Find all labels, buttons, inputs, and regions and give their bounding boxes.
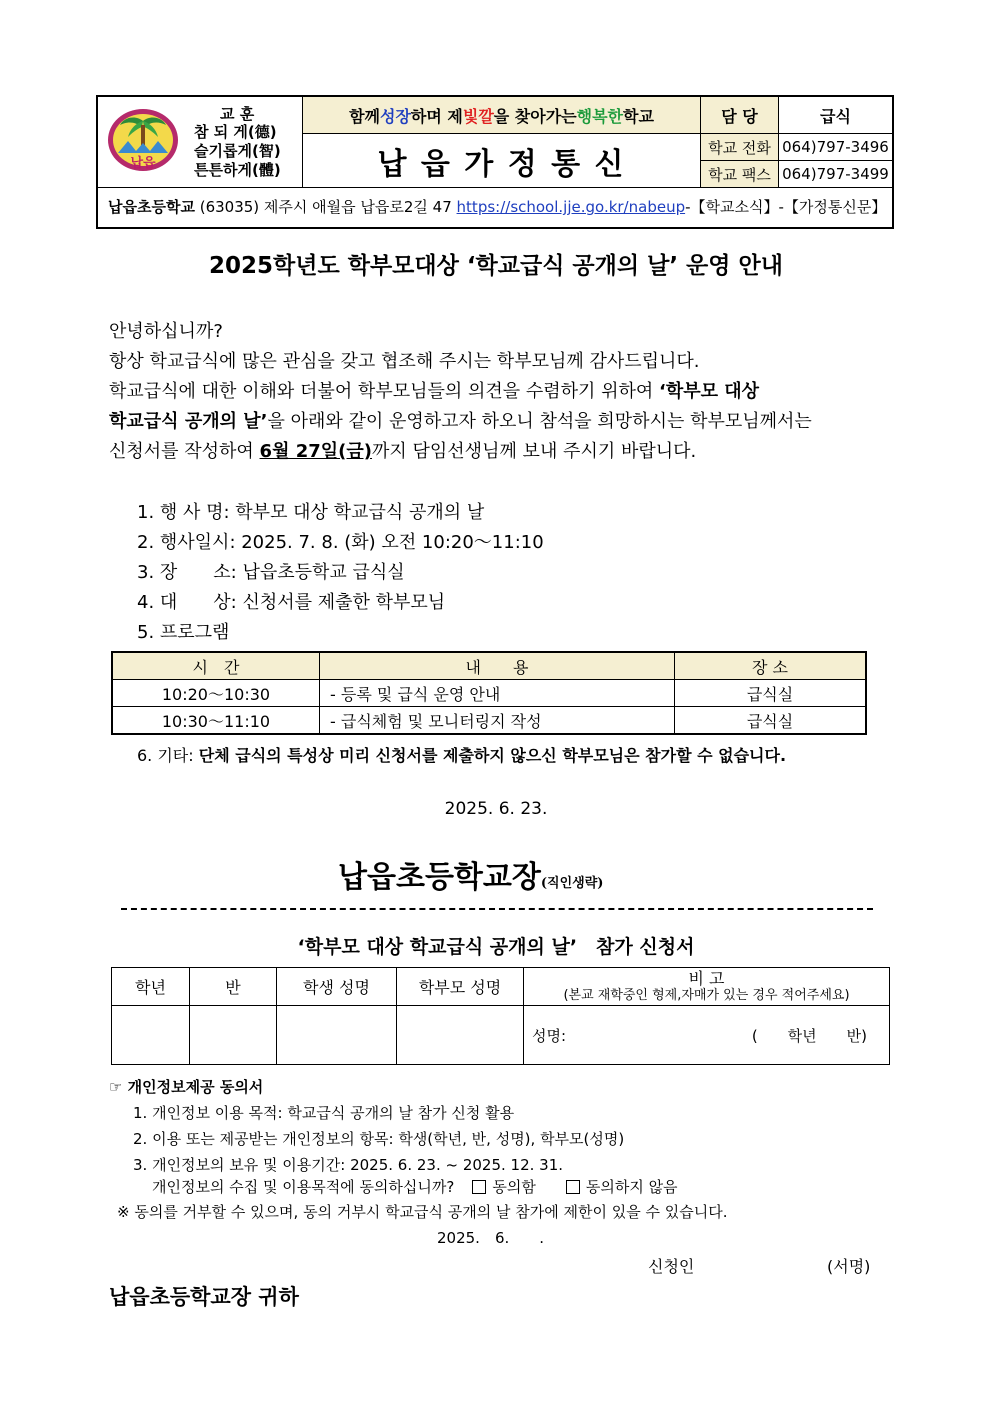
header-grade: 학년 [112, 968, 190, 1006]
phone-value: 064)797-3496 [778, 134, 892, 161]
notice-date: 2025. 6. 23. [444, 799, 548, 819]
signature-field[interactable]: (서명) [827, 1257, 871, 1276]
header-time: 시 간 [112, 652, 320, 680]
newsletter-title: 납 읍 가 정 통 신 [302, 134, 700, 187]
cut-line [121, 908, 873, 910]
remark-name-label: 성명: [532, 1026, 567, 1045]
etc-note [137, 743, 786, 766]
table-header-row [112, 652, 866, 680]
header-remark [524, 968, 890, 1006]
school-logo [106, 107, 180, 173]
parent-name-input[interactable] [397, 1006, 524, 1065]
slogan-text: 하며 제 [410, 106, 463, 126]
body-line: 항상 학교급식에 많은 관심을 갖고 협조해 주시는 학부모님께 감사드립니다. [109, 351, 700, 372]
table-row [112, 707, 866, 735]
class-input[interactable] [190, 1006, 277, 1065]
table-row [112, 1006, 890, 1065]
disagree-label: 동의하지 않음 [585, 1178, 678, 1196]
address-school: 납읍초등학교 [108, 198, 195, 216]
body-line [109, 377, 889, 407]
slogan-growth: 성장 [379, 106, 411, 126]
program-table [111, 651, 867, 735]
deadline: 6월 27일(금) [259, 441, 373, 462]
consent-item: 3. 개인정보의 보유 및 이용기간: 2025. 6. 23. ~ 2025. 12. 31. [133, 1156, 564, 1174]
remark-subtitle: (본교 재학중인 형제,자매가 있는 경우 적어주세요) [563, 987, 850, 1003]
etc-text: 단체 급식의 특성상 미리 신청서를 제출하지 않으신 학부모님은 참가할 수 없습니다. [198, 746, 787, 765]
svg-text:납읍: 납읍 [130, 156, 156, 171]
header-class: 반 [190, 968, 277, 1006]
slogan-happy: 행복한 [576, 106, 624, 126]
remark-title: 비 고 [688, 968, 725, 988]
motto-line: 참 되 게(德) [194, 123, 277, 141]
agree-label: 동의함 [492, 1178, 536, 1196]
row-time: 10:20～10:30 [112, 680, 320, 707]
table-row [112, 680, 866, 707]
row-place: 급식실 [675, 680, 867, 707]
address-suffix: -【학교소식】-【가정통신문】 [685, 198, 887, 216]
event-datetime: 2. 행사일시: 2025. 7. 8. (화) 오전 10:20～11:10 [137, 532, 544, 553]
body-text: 까지 담임선생님께 보내 주시기 바랍니다. [372, 441, 697, 462]
phone-label: 학교 전화 [700, 134, 778, 161]
greeting: 안녕하십니까? [109, 321, 223, 342]
row-content: - 등록 및 급식 운영 안내 [320, 680, 675, 707]
motto-label: 교 훈 [220, 105, 255, 123]
consent-question: 개인정보의 수집 및 이용목적에 동의하십니까? [152, 1178, 455, 1196]
fax-label: 학교 팩스 [700, 161, 778, 187]
header-content: 내 용 [320, 652, 675, 680]
slogan-text: 함께 [349, 106, 380, 126]
motto-line: 튼튼하게(體) [194, 161, 281, 179]
seal-note: (직인생략) [540, 876, 604, 891]
body-line [109, 407, 889, 437]
principal-signature [338, 852, 603, 896]
applicant-label: 신청인 [648, 1257, 695, 1276]
event-target: 4. 대 상: 신청서를 제출한 학부모님 [137, 592, 446, 613]
body-emphasis: ‘학부모 대상 [659, 381, 760, 402]
event-place: 3. 장 소: 납읍초등학교 급식실 [137, 562, 405, 583]
event-program-label: 5. 프로그램 [137, 622, 230, 643]
body-text: 학교급식에 대한 이해와 더불어 학부모님들의 의견을 수렴하기 위하여 [109, 381, 660, 402]
duty-value: 급식 [778, 97, 892, 134]
consent-items [133, 1100, 624, 1178]
motto-lines [194, 123, 281, 180]
event-details [137, 498, 544, 648]
row-place: 급식실 [675, 707, 867, 735]
student-name-input[interactable] [277, 1006, 397, 1065]
body-text: 을 아래와 같이 운영하고자 하오니 참석을 희망하시는 학부모님께서는 [267, 411, 812, 432]
disagree-checkbox[interactable] [566, 1180, 580, 1194]
consent-item: 1. 개인정보 이용 목적: 학교급식 공개의 날 참가 신청 활용 [133, 1104, 515, 1122]
consent-note: ※ 동의를 거부할 수 있으며, 동의 거부시 학교급식 공개의 날 참가에 제한이 있을 수 있습니다. [117, 1203, 728, 1221]
header-parent-name: 학부모 성명 [397, 968, 524, 1006]
address-bar [98, 187, 892, 227]
body-emphasis: 학교급식 공개의 날’ [109, 411, 268, 432]
addressee: 납읍초등학교장 귀하 [109, 1285, 299, 1309]
header-place: 장 소 [675, 652, 867, 680]
event-name: 1. 행 사 명: 학부모 대상 학교급식 공개의 날 [137, 502, 485, 523]
motto-block [98, 97, 302, 187]
consent-item: 2. 이용 또는 제공받는 개인정보의 항목: 학생(학년, 반, 성명), 학부모(성명) [133, 1130, 625, 1148]
etc-label: 6. 기타: [137, 746, 199, 765]
body-line [109, 437, 889, 467]
principal-name: 납읍초등학교장 [338, 860, 541, 895]
consent-question-row [152, 1176, 678, 1197]
row-content: - 급식체험 및 모니터링지 작성 [320, 707, 675, 735]
slogan-color: 빛깔 [462, 106, 494, 126]
grade-input[interactable] [112, 1006, 190, 1065]
newsletter-header [96, 95, 894, 229]
address-text: (63035) 제주시 애월읍 납읍로2길 47 [199, 198, 452, 216]
duty-label: 담 당 [700, 97, 778, 134]
slogan-text: 을 찾아가는 [493, 106, 577, 126]
application-date: 2025. 6. . [437, 1229, 545, 1247]
motto-line: 슬기롭게(智) [194, 142, 281, 160]
notice-title: 2025학년도 학부모대상 ‘학교급식 공개의 날’ 운영 안내 [209, 253, 783, 279]
application-title: ‘학부모 대상 학교급식 공개의 날’ 참가 신청서 [297, 936, 695, 958]
remark-input[interactable] [524, 1006, 890, 1065]
consent-title: ☞ 개인정보제공 동의서 [109, 1078, 264, 1096]
fax-value: 064)797-3499 [778, 161, 892, 187]
agree-checkbox[interactable] [472, 1180, 486, 1194]
school-website-link[interactable]: https://school.jje.go.kr/nabeup [456, 198, 686, 216]
body-text: 신청서를 작성하여 [109, 441, 260, 462]
notice-body [109, 317, 889, 467]
application-table [111, 967, 890, 1065]
remark-grade-label: ( 학년 반) [751, 1026, 867, 1045]
table-header-row [112, 968, 890, 1006]
school-slogan [302, 97, 700, 134]
slogan-text: 학교 [623, 106, 654, 126]
header-student-name: 학생 성명 [277, 968, 397, 1006]
row-time: 10:30～11:10 [112, 707, 320, 735]
